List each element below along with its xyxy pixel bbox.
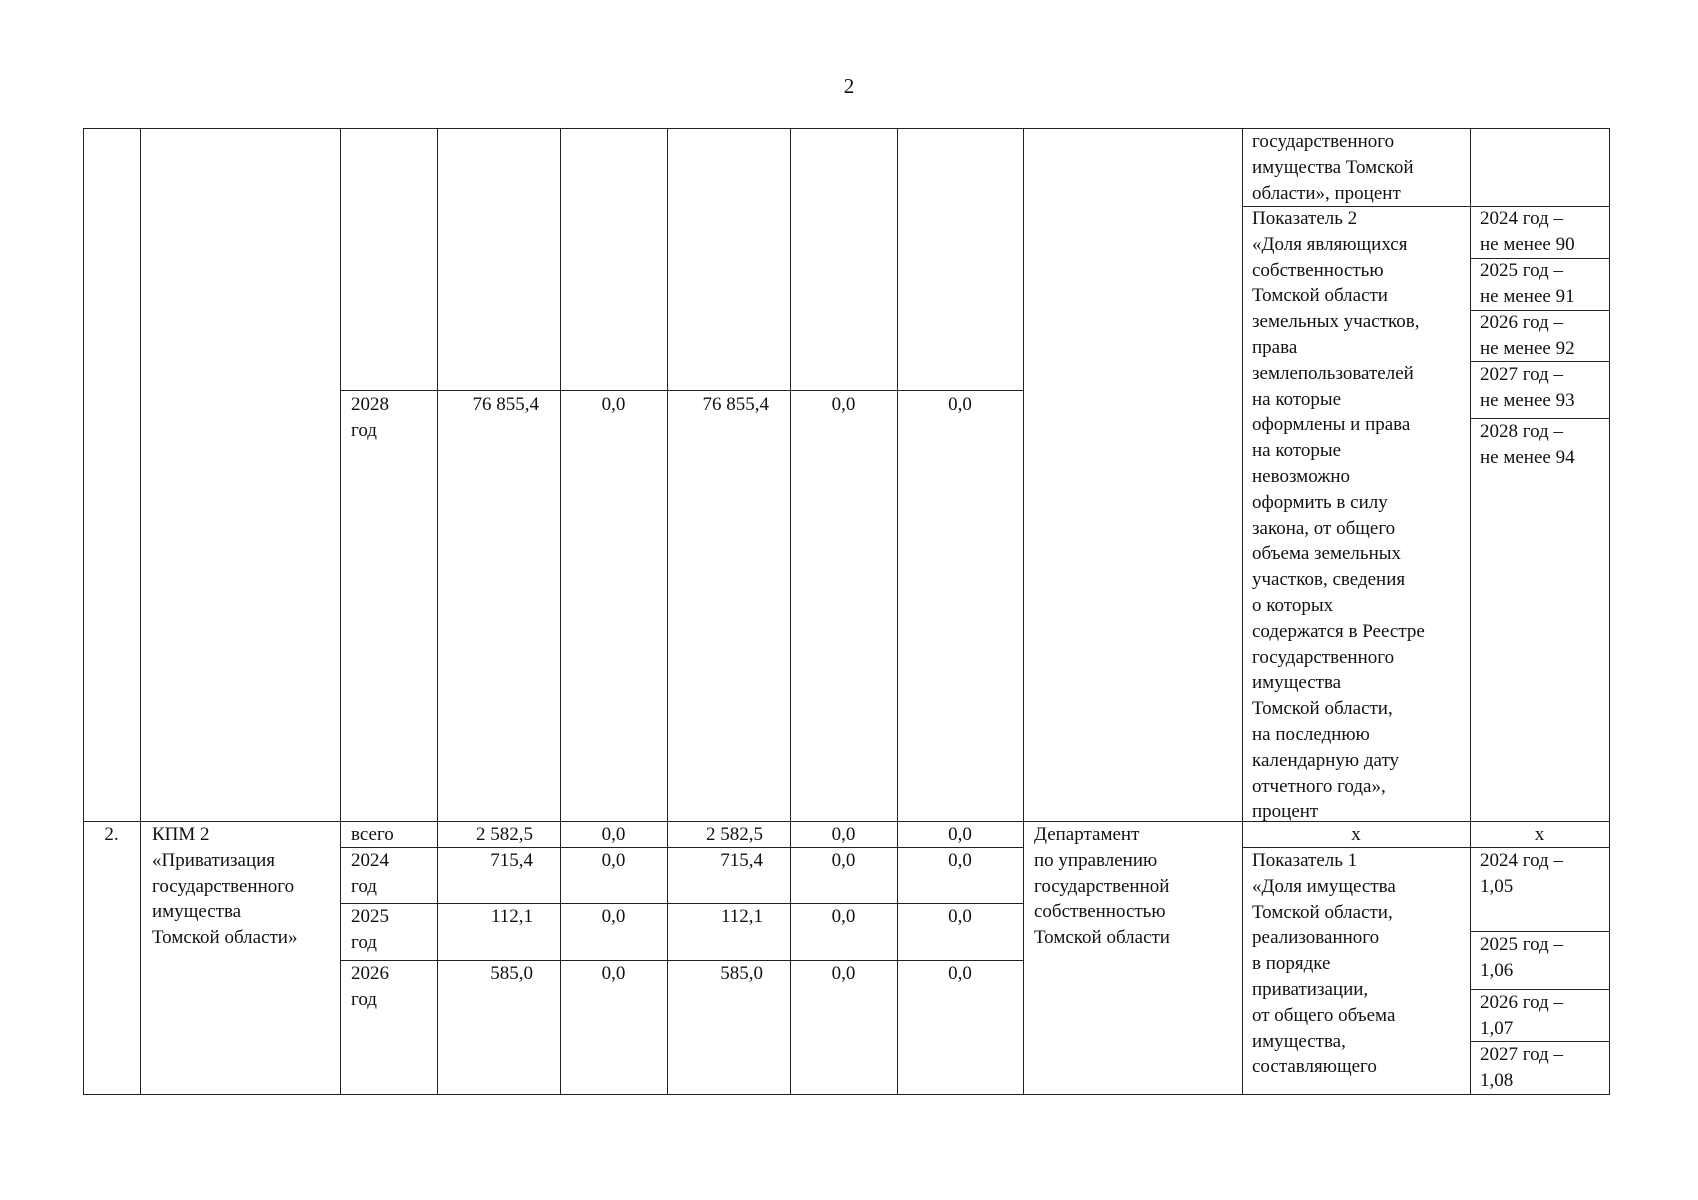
year-2025-sum: 112,1 [490, 906, 533, 927]
target-2025: 2025 год – 1,06 [1480, 934, 1563, 981]
year-2025-federal: 0,0 [601, 906, 626, 927]
indicator-2-target-2026: 2026 год – не менее 92 [1480, 312, 1575, 359]
indicator-header-x: х [1351, 824, 1361, 845]
year-2028-local: 0,0 [831, 394, 856, 415]
year-2024-federal: 0,0 [601, 850, 626, 871]
year-2026-local: 0,0 [831, 963, 856, 984]
year-2025-label: 2025 год [351, 906, 389, 953]
year-2026-federal: 0,0 [601, 963, 626, 984]
total-federal: 0,0 [601, 824, 626, 845]
year-2025-local: 0,0 [831, 906, 856, 927]
year-2024-local: 0,0 [831, 850, 856, 871]
year-2025-other: 0,0 [948, 906, 972, 927]
target-2026: 2026 год – 1,07 [1480, 992, 1563, 1039]
total-regional: 2 582,5 [706, 824, 763, 845]
indicator-2-target-2028: 2028 год – не менее 94 [1480, 421, 1575, 468]
year-2026-label: 2026 год [351, 963, 389, 1010]
row-number: 2. [104, 824, 119, 845]
page-number: 2 [843, 74, 855, 98]
indicator-2-text: Показатель 2 «Доля являющихся собственностью Томской области земельных участков, права землепользователей на которые оформлены и права на которые невозможно оформить в силу закона, от общего объема земельных участков, сведения о которых содержатся в Реестре государственного имущества Томской области, на последнюю календарную дату отчетного года», процент [1252, 208, 1425, 823]
indicator-2-target-2025: 2025 год – не менее 91 [1480, 260, 1575, 307]
year-2028-federal: 0,0 [601, 394, 626, 415]
indicator-1-text: Показатель 1 «Доля имущества Томской области, реализованного в порядке приватизации, от общего объема имущества, составляющего [1252, 850, 1396, 1078]
year-2026-other: 0,0 [948, 963, 972, 984]
total-local: 0,0 [831, 824, 856, 845]
indicator-2-target-2027: 2027 год – не менее 93 [1480, 364, 1575, 411]
year-2024-sum: 715,4 [490, 850, 533, 871]
executor: Департамент по управлению государственной собственностью Томской области [1034, 824, 1170, 949]
year-2026-sum: 585,0 [490, 963, 533, 984]
year-2025-regional: 112,1 [720, 906, 763, 927]
year-2028-regional: 76 855,4 [702, 394, 769, 415]
program-name: КПМ 2 «Приватизация государственного имущества Томской области» [152, 824, 298, 949]
indicator-1-tail: государственного имущества Томской области», процент [1252, 131, 1414, 204]
total-sum: 2 582,5 [476, 824, 533, 845]
year-2026-regional: 585,0 [720, 963, 763, 984]
year-2024-regional: 715,4 [720, 850, 763, 871]
total-label: всего [351, 824, 394, 845]
year-2024-label: 2024 год [351, 850, 389, 897]
target-header-x: х [1534, 824, 1545, 845]
year-2028-label: 2028 год [351, 394, 389, 441]
target-2027: 2027 год – 1,08 [1480, 1044, 1563, 1091]
indicator-2-target-2024: 2024 год – не менее 90 [1480, 208, 1575, 255]
year-2024-other: 0,0 [948, 850, 972, 871]
total-other: 0,0 [948, 824, 972, 845]
year-2028-total: 76 855,4 [472, 394, 539, 415]
year-2028-other: 0,0 [948, 394, 972, 415]
target-2024: 2024 год – 1,05 [1480, 850, 1563, 897]
